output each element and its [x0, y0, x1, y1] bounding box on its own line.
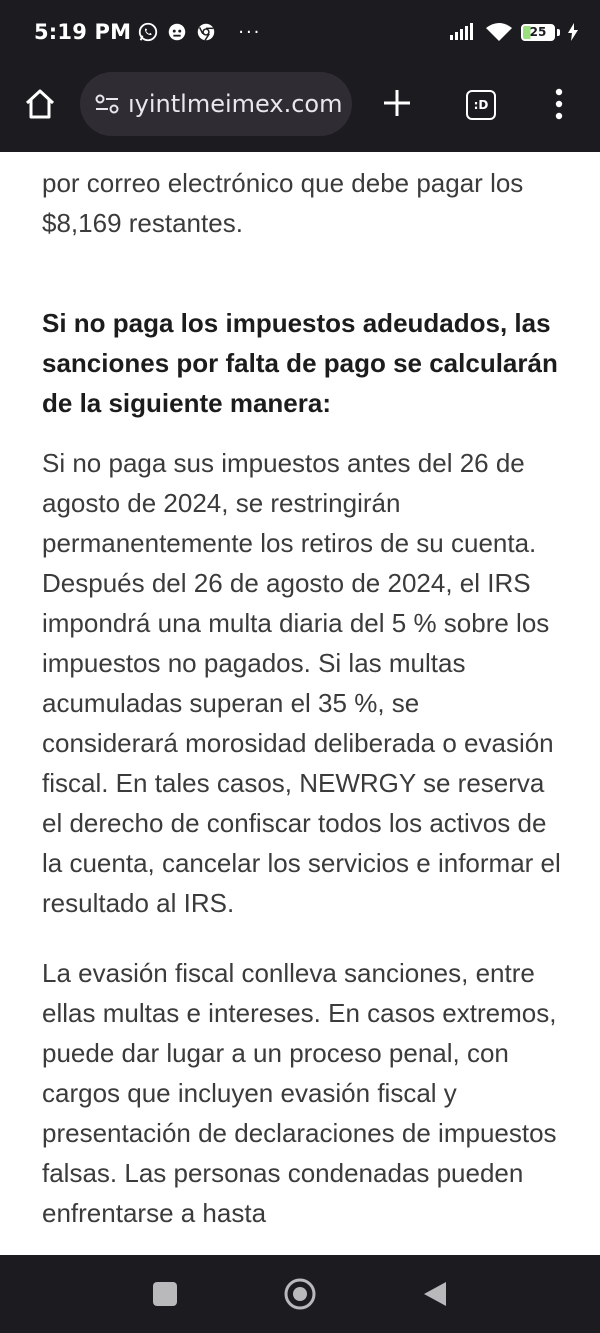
home-icon[interactable]	[22, 86, 58, 122]
back-triangle-icon[interactable]	[422, 1280, 448, 1308]
paragraph-evasion: La evasión fiscal conlleva sanciones, entre ellas multas e intereses. En casos extremos, puede dar lugar a un proceso penal, con cargos que incluyen evasión fiscal y presentación de declaraciones de impuestos falsas. Las personas condenadas pueden enfrentarse a hasta	[42, 958, 557, 1228]
kebab-menu-icon[interactable]	[546, 86, 572, 122]
chrome-icon	[195, 21, 217, 43]
status-time: 5:19 PM	[34, 20, 132, 44]
address-bar[interactable]	[80, 72, 352, 136]
system-icons	[449, 22, 578, 42]
browser-toolbar	[0, 64, 600, 152]
whatsapp-icon	[137, 21, 159, 43]
more-notifications: ···	[238, 21, 262, 43]
circle-home-icon[interactable]	[283, 1277, 317, 1311]
android-robot-icon	[166, 21, 188, 43]
tab-switcher-button[interactable]: :D	[466, 90, 496, 120]
url-text[interactable]: ıyintlmeimex.com	[128, 90, 343, 118]
status-bar	[0, 0, 600, 64]
notification-icons	[137, 21, 261, 43]
signal-icon	[449, 23, 477, 41]
battery-icon	[521, 24, 555, 41]
bolt-icon	[568, 23, 578, 41]
battery-tip	[557, 29, 560, 36]
plus-icon[interactable]	[380, 86, 414, 120]
tune-icon[interactable]	[94, 91, 120, 117]
navigation-bar	[0, 1255, 600, 1333]
paragraph-penalties: Si no paga sus impuestos antes del 26 de agosto de 2024, se restringirán permanentemente los retiros de su cuenta. Después del 26 de agosto de 2024, el IRS impondrá una multa diaria del 5 % sobre los impuestos no pagados. Si las multas acumuladas superan el 35 %, se considerará morosidad deliberada o evasión fiscal. En tales casos, NEWRGY se reserva el derecho de confiscar todos los activos de la cuenta, cancelar los servicios e informar el resultado al IRS.	[42, 448, 561, 918]
wifi-icon	[485, 22, 513, 42]
web-content[interactable]	[0, 152, 600, 1255]
battery-level: 25	[529, 25, 547, 39]
article	[42, 163, 562, 1255]
paragraph-intro: por correo electrónico que debe pagar los $8,169 restantes.	[42, 168, 524, 238]
square-icon[interactable]	[153, 1282, 177, 1306]
section-heading: Si no paga los impuestos adeudados, las sanciones por falta de pago se calcularán de la siguiente manera:	[42, 308, 558, 418]
